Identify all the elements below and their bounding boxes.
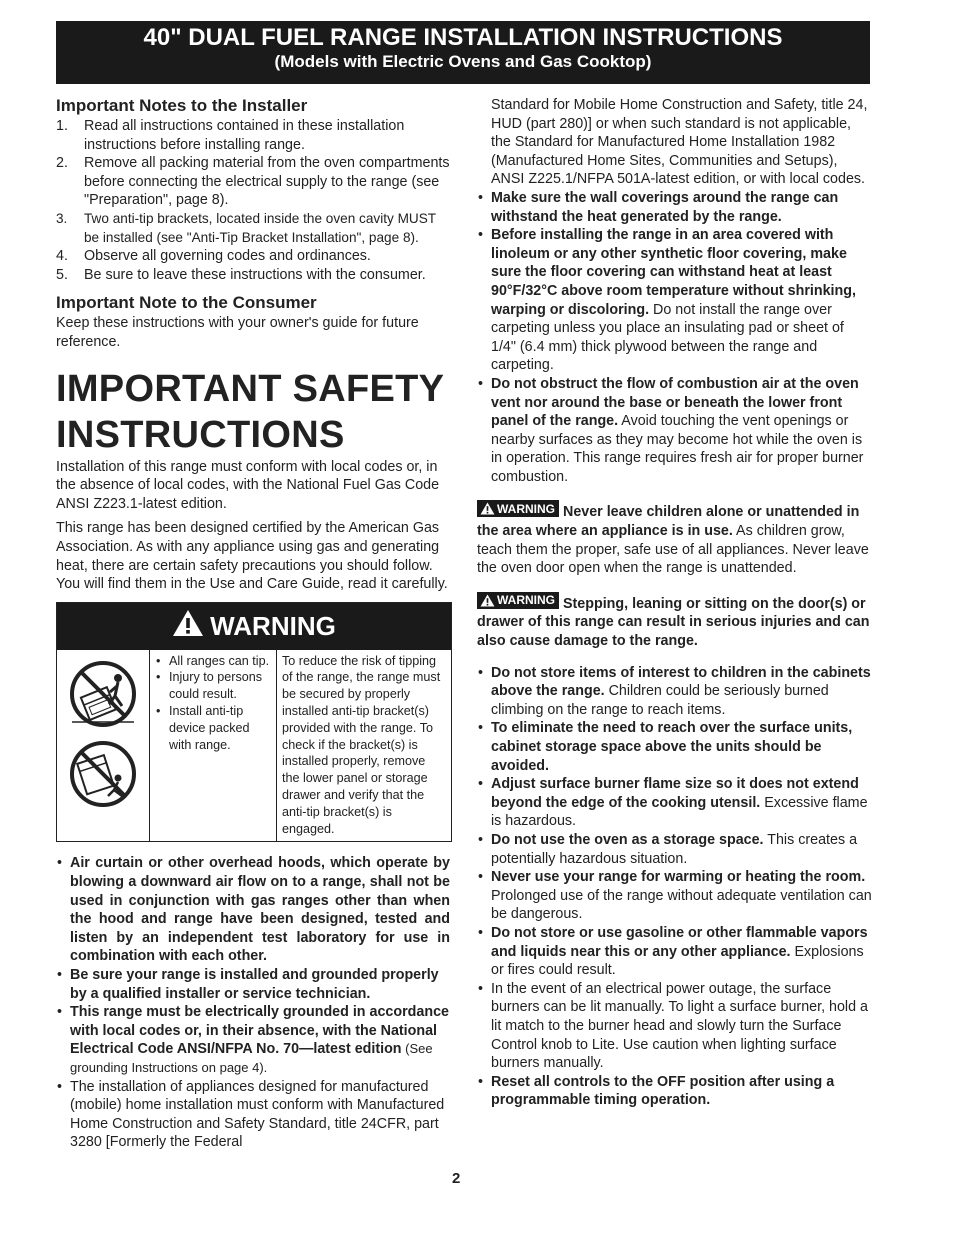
bold-text: Do not store or use gasoline or other flammable vapors and liquids near this or any other appliance.: [491, 924, 868, 960]
list-item: [56, 266, 450, 285]
safety-title: [56, 366, 450, 458]
bold-text: Do not obstruct the flow of combustion air at the oven vent nor around the base or beneath the lower front panel of the range.: [491, 375, 859, 430]
plain-text: This creates a potentially hazardous situation.: [491, 831, 858, 867]
bold-text: Adjust surface burner flame size so it does not extend beyond the edge of the cooking utensil.: [491, 776, 859, 811]
left-column: [56, 96, 450, 1152]
list-item: [56, 210, 450, 247]
plain-text: Explosions or fires could result.: [491, 943, 864, 979]
consumer-heading: Important Note to the Consumer: [56, 293, 317, 313]
list-item: [56, 247, 450, 266]
list-item: [56, 154, 450, 210]
list-item: [477, 868, 872, 924]
list-item: [477, 226, 872, 375]
list-item: [477, 831, 872, 868]
child-on-door-prohibited-icon: [68, 736, 138, 813]
list-item: • Injury to persons could result.: [154, 669, 272, 703]
bold-text: Make sure the wall coverings around the range can withstand the heat generated by the range.: [491, 189, 839, 225]
warning-stepping-paragraph: [477, 592, 872, 651]
list-item: [477, 1073, 872, 1110]
header-subtitle: (Models with Electric Ovens and Gas Cooktop): [274, 52, 652, 71]
list-item: [477, 775, 872, 831]
bold-text: To eliminate the need to reach over the surface units, cabinet storage space above the units should be avoided.: [491, 720, 853, 774]
safety-paragraph-2: This range has been designed certified by the American Gas Association. As with any appliance using gas and generating heat, there are certain safety precautions you should follow. You will find them in the Use and Care Guide, read it carefully.: [56, 520, 448, 593]
warning-badge: [477, 592, 559, 609]
bold-text: Be sure your range is installed and grounded properly by a qualified installer or service technician.: [70, 967, 439, 1002]
warning-triangle-icon: [480, 594, 495, 607]
left-bullet-list: [56, 854, 450, 1152]
continuation-text: Standard for Mobile Home Construction and Safety, title 24, HUD (part 280)] or when such standard is not applicable, the Standard for Manufactured Home Installation 1982 (Manufactured Home Sites, Communities and Setups), ANSI Z225.1/NFPA 501A-latest edition, or with local codes.: [491, 97, 868, 188]
item-number: 1.: [56, 118, 68, 134]
item-text: Two anti-tip brackets, located inside the oven cavity MUST be installed (see "Anti-Tip Bracket Installation", page 8).: [84, 210, 436, 245]
plain-text: In the event of an electrical power outage, the surface burners can be lit manually. To light a surface burner, hold a lit match to the burner head and slowly turn the Surface Control knob to Lite. Use caution when lighting surface burners manually.: [491, 980, 868, 1072]
list-item: [477, 980, 872, 1073]
warning-body: [57, 650, 451, 842]
badge-label: WARNING: [497, 593, 555, 608]
list-item: [56, 1078, 450, 1152]
list-item: [477, 664, 872, 720]
item-text: Remove all packing material from the oven compartments before connecting the electrical supply to the range (see "Preparation", page 8).: [84, 155, 450, 209]
page-number: 2: [452, 1170, 461, 1187]
warning-children-paragraph: [477, 500, 872, 577]
item-text: Be sure to leave these instructions with the consumer.: [84, 266, 426, 283]
safety-title-line1: IMPORTANT SAFETY: [56, 367, 445, 410]
item-number: 4.: [56, 248, 68, 265]
item-text: Read all instructions contained in these installation instructions before installing range.: [84, 118, 405, 153]
consumer-text: Keep these instructions with your owner's guide for future reference.: [56, 315, 419, 350]
page-header: [56, 21, 870, 84]
safety-paragraph-1: Installation of this range must conform with local codes or, in the absence of local codes, with the National Fuel Gas Code ANSI Z223.1-latest edition.: [56, 458, 440, 512]
list-item: [56, 117, 450, 154]
list-item: [56, 966, 450, 1003]
tipping-range-prohibited-icon: [68, 656, 138, 733]
bold-text: Never use your range for warming or heating the room.: [491, 869, 866, 886]
item-text: Observe all governing codes and ordinances.: [84, 248, 371, 265]
warning-badge: [477, 500, 559, 517]
bold-text: Do not use the oven as a storage space.: [491, 831, 764, 848]
installer-list: [56, 117, 450, 284]
plain-text: As children grow, teach them the proper, safe use of all appliances. Never leave the oven door open when the range is unattended.: [477, 523, 869, 577]
plain-text: Children could be seriously burned climbing on the range to reach items.: [491, 683, 829, 718]
warning-pictograms: [57, 650, 150, 842]
list-item: [56, 1003, 450, 1077]
right-bullet-list-a: [477, 189, 872, 487]
plain-text: The installation of appliances designed for manufactured (mobile) home installation must conform with Manufactured Home Construction and Safety Standard, title 24CFR, part 3280 [Formerly the Federal: [70, 1078, 445, 1151]
bold-text: Before installing the range in an area covered with linoleum or any other synthetic floor covering, make sure the floor covering can withstand heat at least 90°F/32°C above room temperature without shrinking, warping or discoloring.: [491, 227, 856, 318]
list-item: [477, 189, 872, 226]
warning-text: To reduce the risk of tipping of the range, the range must be secured by properly installed anti-tip bracket(s) provided with the range. To check if the bracket(s) is installed properly, remove the lower panel or storage drawer and verify that the anti-tip bracket(s) is engaged.: [282, 653, 441, 836]
warning-triangle-icon: [480, 502, 495, 515]
plain-text: Do not install the range over carpeting unless you place an insulating pad or sheet of 1/4" (6.4 mm) thick plywood between the range and carpeting.: [491, 301, 844, 374]
list-item: • Install anti-tip device packed with range.: [154, 703, 272, 753]
right-bullet-list-b: [477, 664, 872, 1110]
header-title: 40" DUAL FUEL RANGE INSTALLATION INSTRUCTIONS: [143, 24, 783, 51]
plain-text: Avoid touching the vent openings or nearby surfaces as they may become hot while the oven is in operation. This range requires fresh air for proper burner combustion.: [491, 413, 864, 485]
warning-box: [56, 602, 452, 843]
bold-text: Air curtain or other overhead hoods, which operate by blowing a downward air flow on to a range, shall not be used in conjunction with gas ranges other than when the hood and range have been designed, tested and listen by an independent test laboratory for use in combination with each other.: [70, 855, 450, 965]
safety-title-line2: INSTRUCTIONS: [56, 413, 345, 456]
plain-text: Excessive flame is hazardous.: [491, 794, 868, 830]
badge-label: WARNING: [497, 501, 555, 516]
item-number: 2.: [56, 155, 68, 172]
bold-text: Never leave children alone or unattended in the area where an appliance is in use.: [477, 504, 860, 540]
list-item: [477, 924, 872, 980]
plain-text: Prolonged use of the range without adequate ventilation can be dangerous.: [491, 887, 872, 923]
right-column: [477, 96, 872, 1110]
bold-text: Do not store items of interest to children in the cabinets above the range.: [491, 664, 871, 700]
warning-label: WARNING: [210, 610, 336, 641]
item-number: 3.: [56, 210, 68, 226]
list-item: [477, 375, 872, 487]
list-item: • All ranges can tip.: [154, 653, 272, 670]
bold-text: Stepping, leaning or sitting on the door(s) or drawer of this range can result in serious injuries and can also cause damage to the range.: [477, 595, 870, 650]
warning-header: [57, 603, 451, 650]
warning-triangle-icon: [172, 609, 204, 643]
installer-heading: Important Notes to the Installer: [56, 96, 308, 115]
plain-text: (See grounding Instructions on page 4).: [70, 1041, 433, 1075]
bold-text: Reset all controls to the OFF position after using a programmable timing operation.: [491, 1073, 835, 1109]
list-item: [477, 719, 872, 775]
list-item: [56, 854, 450, 966]
item-number: 5.: [56, 266, 68, 283]
warning-bullets: [150, 650, 277, 842]
bold-text: This range must be electrically grounded in accordance with local codes or, in their absence, with the National Electrical Code ANSI/NFPA No. 70—latest edition: [70, 1004, 449, 1058]
